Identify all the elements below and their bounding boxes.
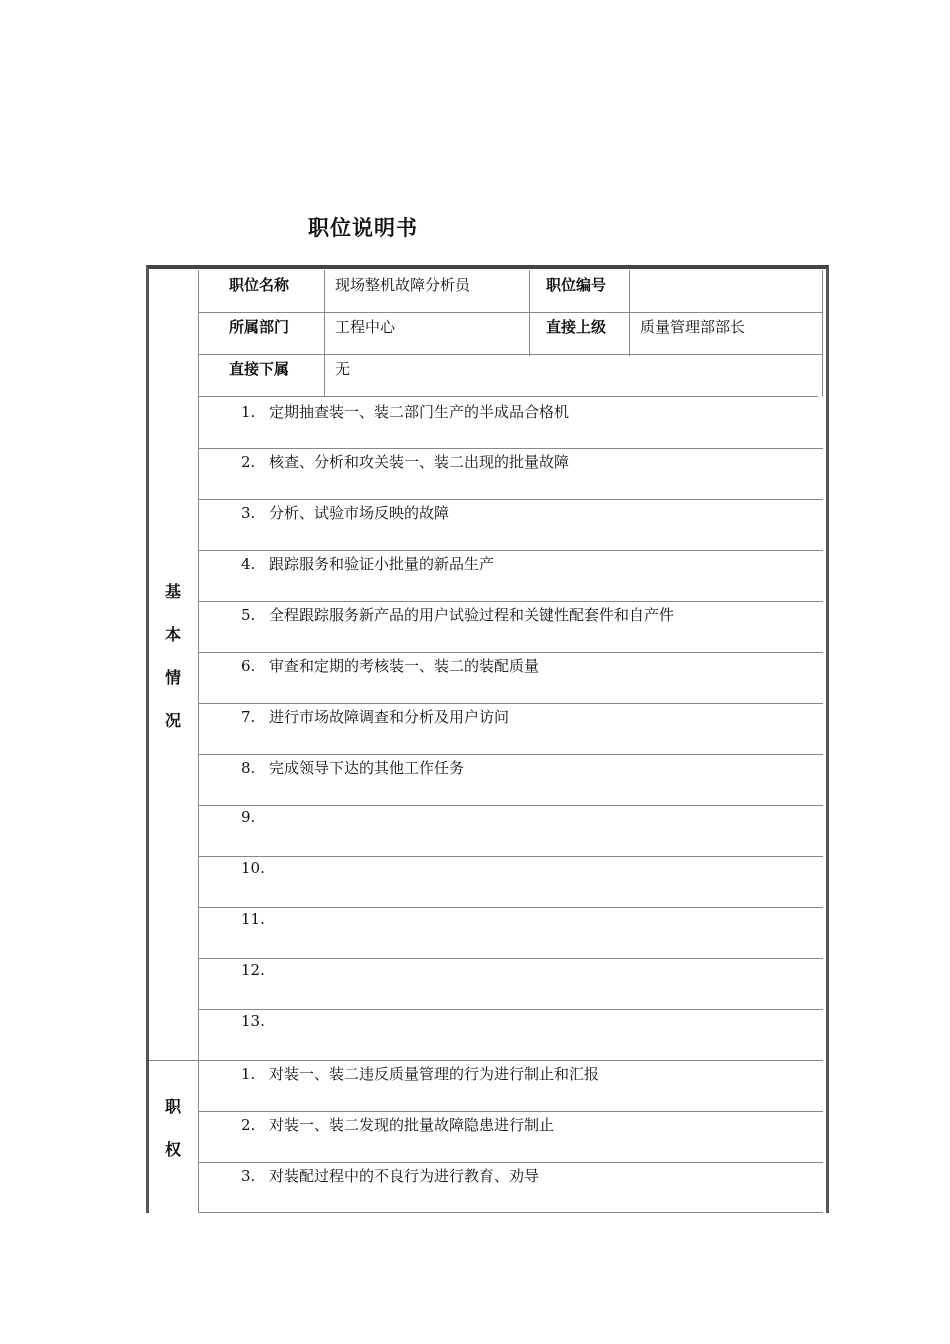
basic-item: 3. 分析、试验市场反映的故障 — [241, 504, 450, 522]
superior-label: 直接上级 — [546, 318, 607, 336]
authority-label-char: 职 — [164, 1097, 181, 1116]
basic-item: 10. — [241, 859, 265, 877]
row-divider — [198, 958, 823, 959]
authority-item: 1. 对装一、装二违反质量管理的行为进行制止和汇报 — [241, 1065, 600, 1083]
row-divider — [198, 907, 823, 908]
basic-item: 8. 完成领导下达的其他工作任务 — [241, 759, 465, 777]
row-divider — [198, 754, 823, 755]
row-divider — [198, 550, 823, 551]
row-divider — [198, 1009, 823, 1010]
subordinate-value: 无 — [335, 360, 351, 378]
basic-item: 12. — [241, 961, 265, 979]
basic-item: 6. 审查和定期的考核装一、装二的装配质量 — [241, 657, 540, 675]
header-row-line-1 — [198, 312, 823, 313]
basic-item: 5. 全程跟踪服务新产品的用户试验过程和关键性配套件和自产件 — [241, 606, 675, 624]
authority-section-label — [161, 1085, 185, 1171]
header-divider-2 — [529, 270, 530, 356]
header-divider-3 — [629, 270, 630, 356]
document-title: 职位说明书 — [308, 216, 418, 240]
authority-item: 2. 对装一、装二发现的批量故障隐患进行制止 — [241, 1116, 555, 1134]
basic-section-label — [161, 570, 185, 742]
basic-item: 11. — [241, 910, 265, 928]
header-row-line-3 — [198, 396, 818, 397]
row-divider — [198, 448, 823, 449]
row-divider — [198, 601, 823, 602]
row-divider — [198, 499, 823, 500]
row-divider — [198, 1212, 823, 1213]
position-name-value: 现场整机故障分析员 — [335, 276, 471, 294]
department-label: 所属部门 — [229, 318, 290, 336]
row-divider — [198, 1162, 823, 1163]
section-divider — [149, 1060, 823, 1061]
authority-label-char: 权 — [164, 1140, 181, 1159]
header-right-edge — [822, 270, 823, 396]
subordinate-label: 直接下属 — [229, 360, 290, 378]
row-divider — [198, 856, 823, 857]
header-row-line-2 — [198, 354, 823, 355]
department-value: 工程中心 — [335, 318, 396, 336]
basic-label-char: 本 — [164, 625, 181, 644]
basic-item: 4. 跟踪服务和验证小批量的新品生产 — [241, 555, 495, 573]
basic-item: 1. 定期抽查装一、装二部门生产的半成品合格机 — [241, 403, 570, 421]
row-divider — [198, 652, 823, 653]
basic-label-char: 况 — [164, 711, 181, 730]
authority-item: 3. 对装配过程中的不良行为进行教育、劝导 — [241, 1167, 540, 1185]
basic-item: 9. — [241, 808, 256, 826]
basic-item: 2. 核查、分析和攻关装一、装二出现的批量故障 — [241, 453, 570, 471]
row-divider — [198, 703, 823, 704]
side-column-divider — [198, 270, 199, 1213]
superior-value: 质量管理部部长 — [640, 318, 746, 336]
row-divider — [198, 1111, 823, 1112]
basic-item: 13. — [241, 1012, 265, 1030]
basic-label-char: 基 — [164, 582, 181, 601]
row-divider — [198, 805, 823, 806]
header-divider-1 — [324, 270, 325, 396]
position-code-label: 职位编号 — [546, 276, 607, 294]
basic-item: 7. 进行市场故障调查和分析及用户访问 — [241, 708, 510, 726]
position-name-label: 职位名称 — [229, 276, 290, 294]
basic-label-char: 情 — [164, 668, 181, 687]
